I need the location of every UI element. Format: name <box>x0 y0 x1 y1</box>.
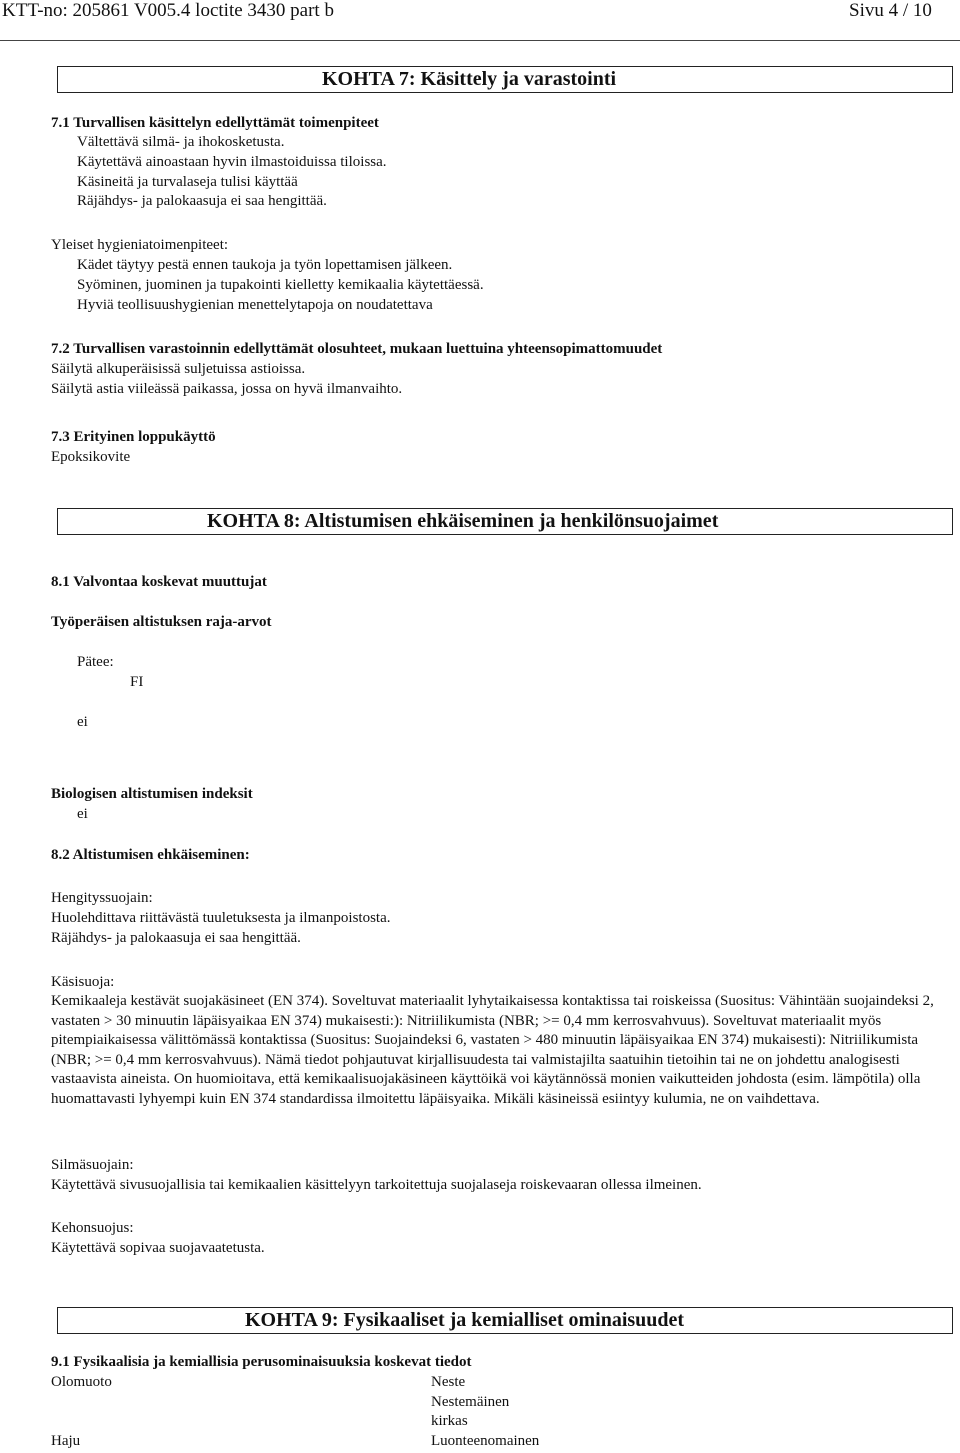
header-divider <box>0 40 960 41</box>
section-7-title: KOHTA 7: Käsittely ja varastointi <box>322 68 617 90</box>
s72-line: Säilytä alkuperäisissä suljetuissa astioissa. <box>51 361 306 377</box>
property-value: Luonteenomainen <box>431 1433 540 1449</box>
s71-line: Räjähdys- ja palokaasuja ei saa hengittää. <box>77 193 327 209</box>
s71-heading: 7.1 Turvallisen käsittelyn edellyttämät toimenpiteet <box>51 115 379 131</box>
property-value: Nestemäinen <box>431 1394 510 1410</box>
eye-label: Silmäsuojain: <box>51 1157 134 1173</box>
bio-value: ei <box>77 806 88 822</box>
s81-heading: 8.1 Valvontaa koskevat muuttujat <box>51 574 267 590</box>
eye-text: Käytettävä sivusuojallisia tai kemikaalien käsittelyyn tarkoitettuja suojalaseja roiskevaaran ollessa ilmeinen. <box>51 1177 702 1193</box>
s91-heading: 9.1 Fysikaalisia ja kemiallisia perusominaisuuksia koskevat tiedot <box>51 1354 472 1370</box>
section-8-title: KOHTA 8: Altistumisen ehkäiseminen ja henkilönsuojaimet <box>207 510 719 532</box>
property-value: Neste <box>431 1374 466 1390</box>
limits-heading: Työperäisen altistuksen raja-arvot <box>51 614 272 630</box>
s71-line: Käsineitä ja turvalaseja tulisi käyttää <box>77 174 298 190</box>
resp-label: Hengityssuojain: <box>51 890 153 906</box>
resp-line: Räjähdys- ja palokaasuja ei saa hengittää. <box>51 930 301 946</box>
resp-line: Huolehdittava riittävästä tuuletuksesta ja ilmanpoistosta. <box>51 910 391 926</box>
page-number: Sivu 4 / 10 <box>849 0 932 21</box>
limits-value: ei <box>77 714 88 730</box>
bio-heading: Biologisen altistumisen indeksit <box>51 786 253 802</box>
s71-line: Käytettävä ainoastaan hyvin ilmastoiduissa tiloissa. <box>77 154 387 170</box>
hygiene-line: Hyviä teollisuushygienian menettelytapoja on noudatettava <box>77 297 433 313</box>
section-9-title: KOHTA 9: Fysikaaliset ja kemialliset ominaisuudet <box>245 1309 685 1331</box>
document-id: KTT-no: 205861 V005.4 loctite 3430 part b <box>2 0 334 21</box>
s82-heading: 8.2 Altistumisen ehkäiseminen: <box>51 847 250 863</box>
body-text: Käytettävä sopivaa suojavaatetusta. <box>51 1240 265 1256</box>
applies-value: FI <box>130 674 144 690</box>
hand-label: Käsisuoja: <box>51 974 115 990</box>
body-label: Kehonsuojus: <box>51 1220 134 1236</box>
hygiene-line: Syöminen, juominen ja tupakointi kielletty kemikaalia käytettäessä. <box>77 277 484 293</box>
s73-heading: 7.3 Erityinen loppukäyttö <box>51 429 216 445</box>
s72-heading: 7.2 Turvallisen varastoinnin edellyttämät olosuhteet, mukaan luettuina yhteensopimattomuudet <box>51 341 663 357</box>
property-label-appearance: Olomuoto <box>51 1374 112 1390</box>
s72-line: Säilytä astia viileässä paikassa, jossa on hyvä ilmanvaihto. <box>51 381 403 397</box>
applies-label: Pätee: <box>77 654 114 670</box>
s73-value: Epoksikovite <box>51 449 131 465</box>
hand-text: Kemikaaleja kestävät suojakäsineet (EN 374). Soveltuvat materiaalit lyhytaikaisessa kontaktissa tai roiskeissa (Suositus: Vähintään suojaindeksi 2, vastaten > 30 minuutin läpäisyaikaa EN 374) mukaisesti:): Nitriilikumista (NBR; >= 0,4 mm kerrosvahvuus). Soveltuvat materiaalit myös pitempiaikaisessa välittömässä kontaktissa (Suositus: Suojaindeksi 6, vastaten > 480 minuutin läpäisyaikaa EN 374) mukaisesti): Nitriilikumista (NBR; >= 0,4 mm kerrosvahvuus). Nämä tiedot pohjautuvat kirjallisuudesta tai valmistajilta saatuihin tietoihin tai ne on johdettu analogisesti vastaavista aineista. On huomioitava, että kemikaalisuojakäsineen käyttöikä voi käytännössä monien vaikutteiden johdosta (esim. lämpötila) olla huomattavasti lyhyempi kuin EN 374 standardissa ilmoitettu läpäisyaika. Mikäli käsineissä esiintyy kulumia, ne on vaihdettava. <box>51 993 934 1107</box>
hygiene-line: Kädet täytyy pestä ennen taukoja ja työn lopettamisen jälkeen. <box>77 257 453 273</box>
property-label-odor: Haju <box>51 1433 81 1449</box>
hygiene-label: Yleiset hygieniatoimenpiteet: <box>51 237 229 253</box>
s71-line: Vältettävä silmä- ja ihokosketusta. <box>77 134 285 150</box>
property-value: kirkas <box>431 1413 468 1429</box>
